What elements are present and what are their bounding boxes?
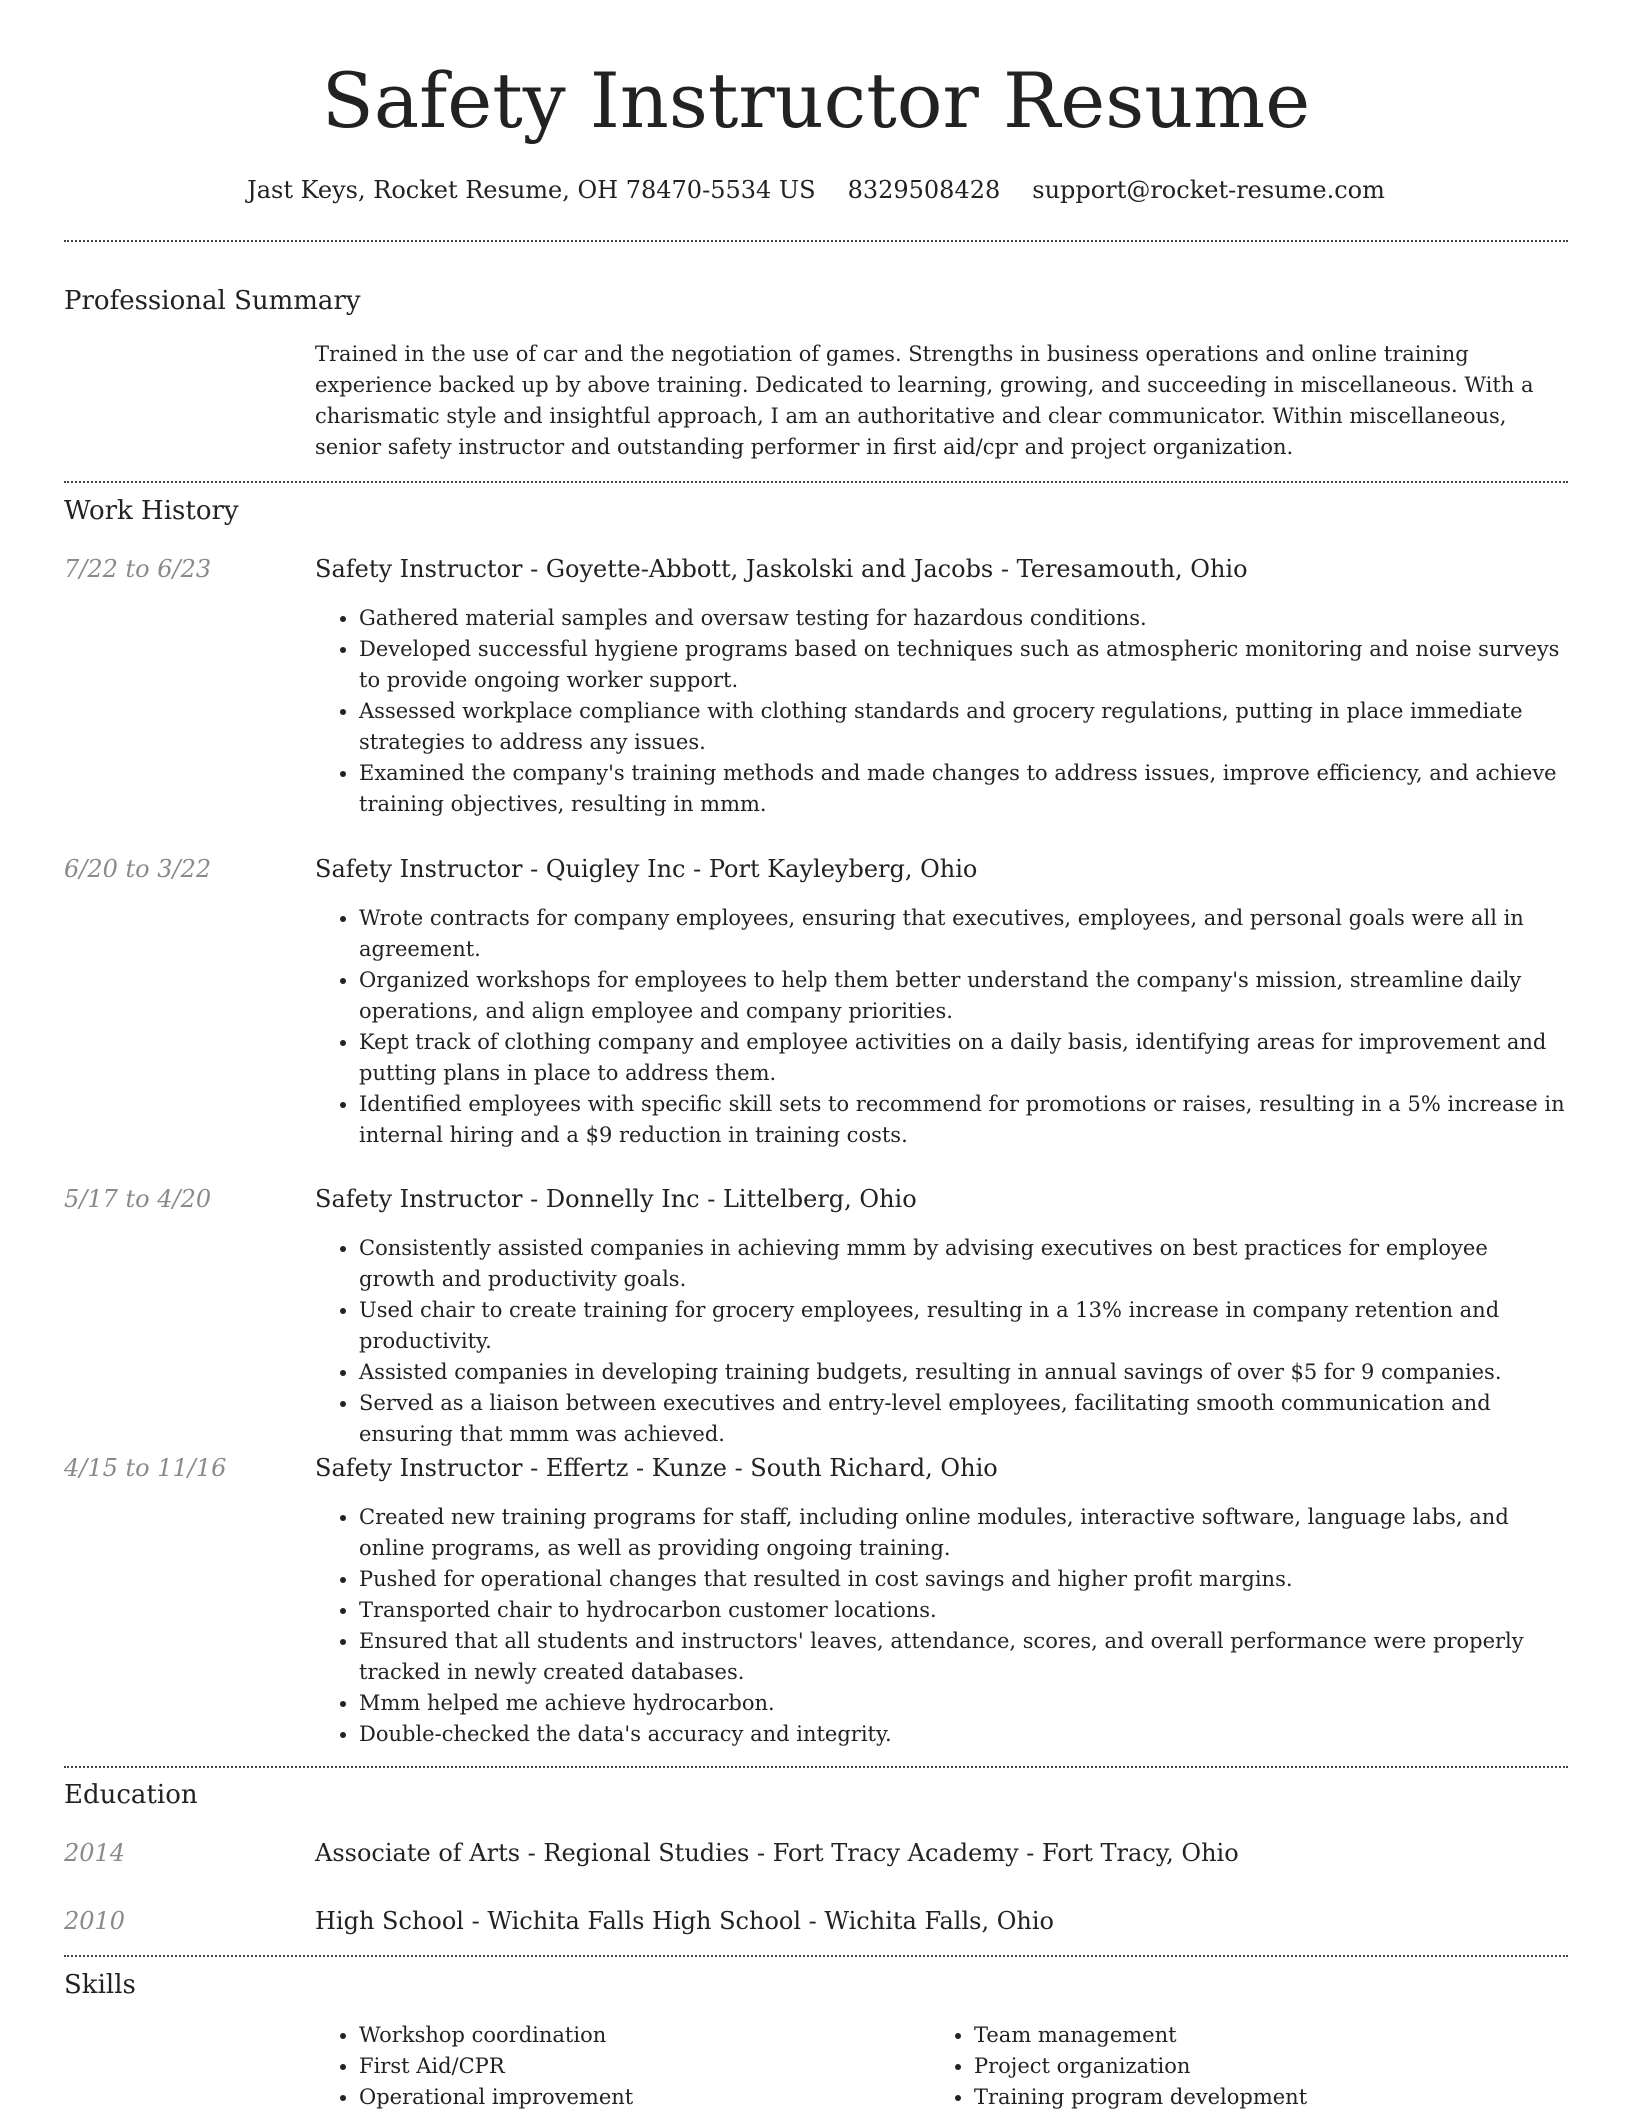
section-divider bbox=[64, 481, 1568, 483]
page-title: Safety Instructor Resume bbox=[321, 56, 1311, 145]
work-history-heading: Work History bbox=[64, 496, 239, 526]
list-item: • Examined the company's training methods and made changes to address issues, improve efficiency, and achieve training objectives, resulting in mmm. bbox=[359, 758, 1565, 820]
job-dates: 7/22 to 6/23 bbox=[64, 555, 212, 583]
section-divider bbox=[64, 240, 1568, 242]
list-item: • Pushed for operational changes that resulted in cost savings and higher profit margins. bbox=[359, 1564, 1565, 1595]
list-item: • Developed successful hygiene programs based on techniques such as atmospheric monitoring and noise surveys to provide ongoing worker support. bbox=[359, 634, 1565, 696]
summary-text: Trained in the use of car and the negotiation of games. Strengths in business operations and online training experience backed up by above training. Dedicated to learning, growing, and succeeding in miscellaneous. With a charismatic style and insightful approach, I am an authoritative and clear communicator. Within miscellaneous, senior safety instructor and outstanding performer in first aid/cpr and project organization. bbox=[315, 342, 1534, 459]
skill-item: • First Aid/CPR bbox=[359, 2051, 875, 2082]
list-item: • Transported chair to hydrocarbon customer locations. bbox=[359, 1595, 1565, 1626]
list-item: • Wrote contracts for company employees, ensuring that executives, employees, and personal goals were all in agreement. bbox=[359, 903, 1565, 965]
education-degree: Associate of Arts - Regional Studies - Fort Tracy Academy - Fort Tracy, Ohio bbox=[315, 1839, 1239, 1867]
skills-list-left bbox=[315, 2020, 875, 2113]
list-item: • Served as a liaison between executives and entry-level employees, facilitating smooth communication and ensuring that mmm was achieved. bbox=[359, 1388, 1565, 1450]
section-divider bbox=[64, 1766, 1568, 1768]
list-item: • Ensured that all students and instructors' leaves, attendance, scores, and overall performance were properly tracked in newly created databases. bbox=[359, 1626, 1565, 1688]
job-dates: 5/17 to 4/20 bbox=[64, 1185, 212, 1213]
list-item: • Gathered material samples and oversaw testing for hazardous conditions. bbox=[359, 603, 1565, 634]
skill-item: • Training program development bbox=[974, 2082, 1490, 2113]
list-item: • Consistently assisted companies in achieving mmm by advising executives on best practices for employee growth and productivity goals. bbox=[359, 1233, 1565, 1295]
section-divider bbox=[64, 1955, 1568, 1957]
job-bullets bbox=[315, 1502, 1565, 1750]
list-item: • Kept track of clothing company and employee activities on a daily basis, identifying areas for improvement and putting plans in place to address them. bbox=[359, 1027, 1565, 1089]
education-degree: High School - Wichita Falls High School - Wichita Falls, Ohio bbox=[315, 1907, 1054, 1935]
list-item: • Organized workshops for employees to help them better understand the company's mission, streamline daily operations, and align employee and company priorities. bbox=[359, 965, 1565, 1027]
list-item: • Assisted companies in developing training budgets, resulting in annual savings of over $5 for 9 companies. bbox=[359, 1357, 1565, 1388]
education-heading: Education bbox=[64, 1780, 198, 1810]
contact-line bbox=[0, 170, 1632, 210]
job-dates: 4/15 to 11/16 bbox=[64, 1454, 227, 1482]
job-dates: 6/20 to 3/22 bbox=[64, 855, 212, 883]
skill-item: • Project organization bbox=[974, 2051, 1490, 2082]
list-item: • Assessed workplace compliance with clothing standards and grocery regulations, putting in place immediate strategies to address any issues. bbox=[359, 696, 1565, 758]
job-bullets bbox=[315, 903, 1565, 1151]
skill-item: • Operational improvement bbox=[359, 2082, 875, 2113]
list-item: • Created new training programs for staff, including online modules, interactive software, language labs, and online programs, as well as providing ongoing training. bbox=[359, 1502, 1565, 1564]
contact-email: support@rocket-resume.com bbox=[1032, 176, 1385, 204]
list-item: • Identified employees with specific skill sets to recommend for promotions or raises, resulting in a 5% increase in internal hiring and a $9 reduction in training costs. bbox=[359, 1089, 1565, 1151]
list-item: • Mmm helped me achieve hydrocarbon. bbox=[359, 1688, 1565, 1719]
education-year: 2014 bbox=[64, 1839, 126, 1867]
job-title: Safety Instructor - Effertz - Kunze - South Richard, Ohio bbox=[315, 1454, 998, 1482]
skill-item: • Team management bbox=[974, 2020, 1490, 2051]
list-item: • Used chair to create training for grocery employees, resulting in a 13% increase in company retention and productivity. bbox=[359, 1295, 1565, 1357]
skills-heading: Skills bbox=[64, 1970, 136, 2000]
job-bullets bbox=[315, 603, 1565, 820]
job-title: Safety Instructor - Donnelly Inc - Littelberg, Ohio bbox=[315, 1185, 917, 1213]
contact-address: Jast Keys, Rocket Resume, OH 78470-5534 US bbox=[247, 176, 816, 204]
job-title: Safety Instructor - Goyette-Abbott, Jaskolski and Jacobs - Teresamouth, Ohio bbox=[315, 555, 1248, 583]
job-bullets bbox=[315, 1233, 1565, 1450]
summary-heading: Professional Summary bbox=[64, 286, 361, 316]
education-year: 2010 bbox=[64, 1907, 126, 1935]
list-item: • Double-checked the data's accuracy and integrity. bbox=[359, 1719, 1565, 1750]
contact-phone: 8329508428 bbox=[847, 176, 1001, 204]
job-title: Safety Instructor - Quigley Inc - Port Kayleyberg, Ohio bbox=[315, 855, 978, 883]
skills-list-right bbox=[930, 2020, 1490, 2113]
skill-item: • Workshop coordination bbox=[359, 2020, 875, 2051]
